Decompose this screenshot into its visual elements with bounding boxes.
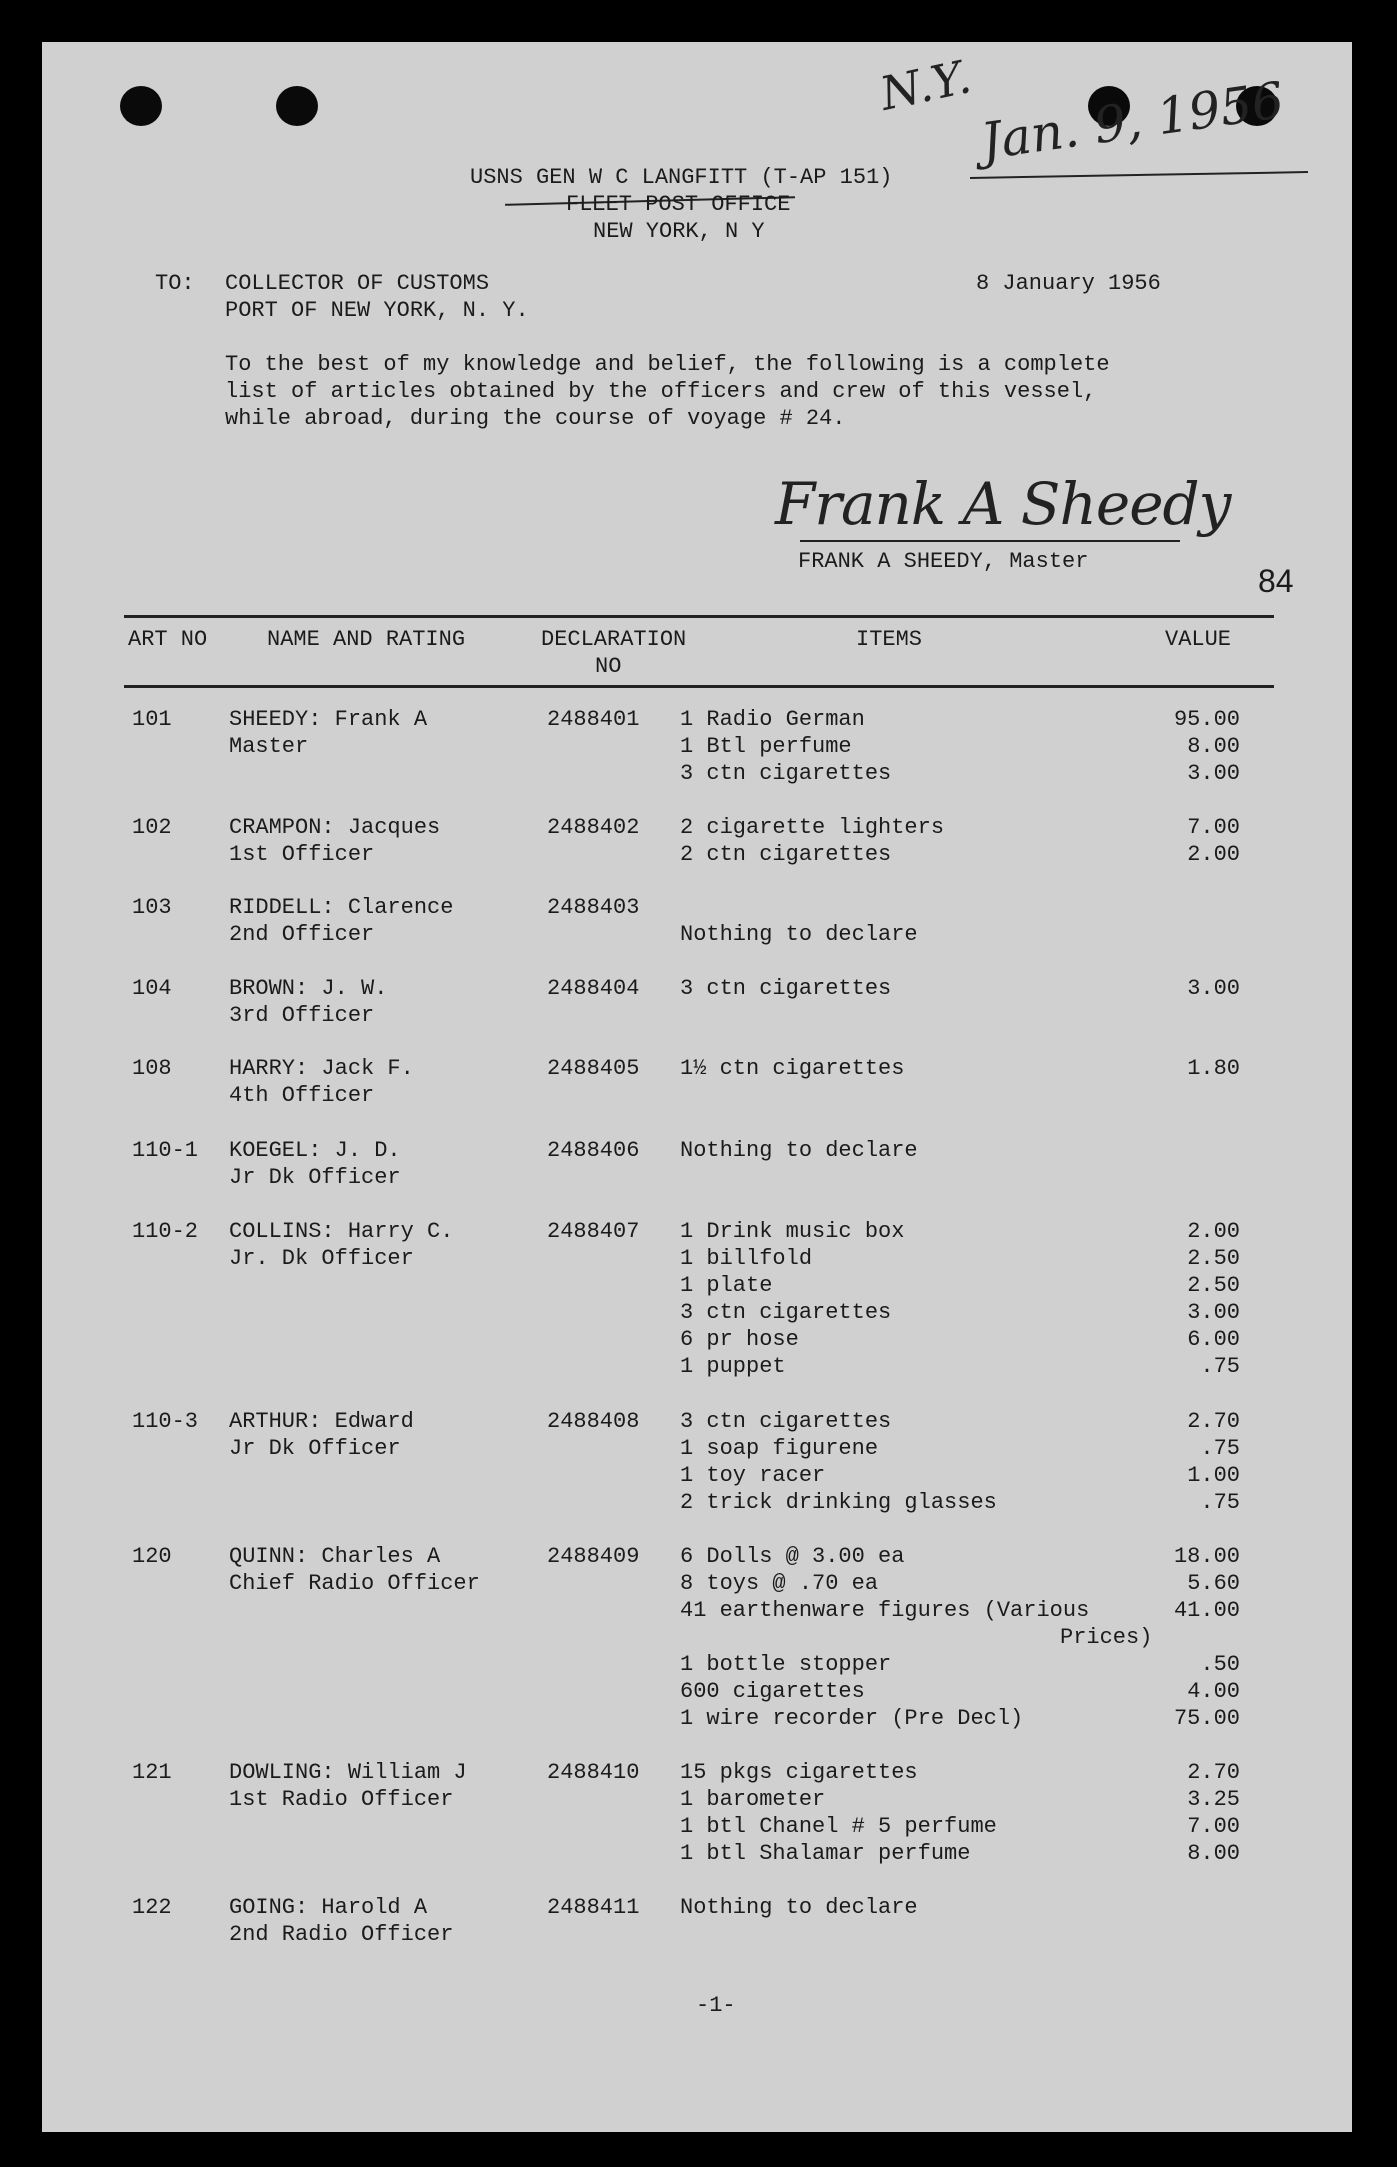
crew-rating: Master — [229, 734, 309, 759]
page-footer: -1- — [696, 1993, 736, 2018]
item-value: 7.00 — [1187, 1814, 1240, 1839]
declaration-no: 2488405 — [547, 1056, 640, 1081]
values-list — [1120, 1408, 1240, 1516]
page-number-stamp: 84 — [1258, 563, 1294, 599]
letter-date: 8 January 1956 — [976, 271, 1161, 296]
items-list — [680, 975, 1180, 1002]
values-list — [1120, 1218, 1240, 1380]
item-line: 1 plate — [680, 1273, 773, 1298]
item-line: 2 cigarette lighters — [680, 815, 945, 840]
items-list — [680, 814, 1180, 868]
item-value: 2.70 — [1187, 1409, 1240, 1434]
crew-rating: 4th Officer — [229, 1083, 375, 1108]
crew-rating: 2nd Officer — [229, 922, 375, 947]
item-value: .75 — [1200, 1490, 1240, 1515]
item-value: 75.00 — [1173, 1706, 1240, 1731]
values-list — [1120, 1759, 1240, 1867]
item-line: 1 toy racer — [680, 1463, 826, 1488]
declaration-no: 2488410 — [547, 1760, 640, 1785]
handwritten-date: Jan. 9, 1956 — [977, 71, 1288, 171]
item-value: 41.00 — [1173, 1598, 1240, 1623]
item-line: 1 wire recorder (Pre Decl) — [680, 1706, 1024, 1731]
item-line: 1 barometer — [680, 1787, 826, 1812]
item-value: 18.00 — [1173, 1544, 1240, 1569]
item-value: 3.00 — [1187, 761, 1240, 786]
item-value: .75 — [1200, 1436, 1240, 1461]
item-value: 8.00 — [1187, 1841, 1240, 1866]
item-line: 1 puppet — [680, 1354, 786, 1379]
values-list — [1120, 975, 1240, 1002]
values-list — [1120, 706, 1240, 787]
items-list — [680, 1894, 1180, 1921]
item-value: 3.00 — [1187, 1300, 1240, 1325]
letterhead-city: NEW YORK, N Y — [593, 219, 765, 244]
addressee-line-2: PORT OF NEW YORK, N. Y. — [225, 298, 529, 323]
values-list — [1120, 814, 1240, 868]
item-value: 5.60 — [1187, 1571, 1240, 1596]
header-items: ITEMS — [856, 627, 923, 652]
art-no: 110-1 — [132, 1138, 199, 1163]
item-line: 3 ctn cigarettes — [680, 1300, 892, 1325]
declaration-no: 2488409 — [547, 1544, 640, 1569]
item-value: 3.25 — [1187, 1787, 1240, 1812]
item-line: Prices) — [1060, 1625, 1153, 1650]
declaration-no: 2488403 — [547, 895, 640, 920]
header-declaration: DECLARATION — [541, 627, 687, 652]
item-line: 3 ctn cigarettes — [680, 761, 892, 786]
item-line: 1 Radio German — [680, 707, 865, 732]
crew-rating: 3rd Officer — [229, 1003, 375, 1028]
item-line: Nothing to declare — [680, 1138, 918, 1163]
item-value: 3.00 — [1187, 976, 1240, 1001]
item-value — [1120, 1624, 1240, 1651]
item-line: 600 cigarettes — [680, 1679, 865, 1704]
item-line: Nothing to declare — [680, 1895, 918, 1920]
declaration-no: 2488408 — [547, 1409, 640, 1434]
crew-name: RIDDELL: Clarence — [229, 895, 454, 920]
art-no: 108 — [132, 1056, 172, 1081]
crew-name: ARTHUR: Edward — [229, 1409, 414, 1434]
declaration-no: 2488404 — [547, 976, 640, 1001]
crew-rating: 1st Officer — [229, 842, 375, 867]
item-line — [680, 894, 1180, 921]
art-no: 120 — [132, 1544, 172, 1569]
items-list — [680, 1055, 1180, 1082]
item-value: 2.70 — [1187, 1760, 1240, 1785]
item-line: 2 trick drinking glasses — [680, 1490, 997, 1515]
art-no: 104 — [132, 976, 172, 1001]
art-no: 110-3 — [132, 1409, 199, 1434]
crew-name: SHEEDY: Frank A — [229, 707, 428, 732]
crew-rating: Jr. Dk Officer — [229, 1246, 414, 1271]
crew-name: GOING: Harold A — [229, 1895, 428, 1920]
declaration-no: 2488411 — [547, 1895, 640, 1920]
items-list — [680, 706, 1180, 787]
to-label: TO: — [155, 271, 195, 296]
item-value: 7.00 — [1187, 815, 1240, 840]
item-line: 6 pr hose — [680, 1327, 799, 1352]
art-no: 103 — [132, 895, 172, 920]
crew-rating: Jr Dk Officer — [229, 1436, 401, 1461]
item-value: 1.80 — [1187, 1056, 1240, 1081]
ship-name: USNS GEN W C LANGFITT (T-AP 151) — [470, 165, 893, 190]
crew-name: CRAMPON: Jacques — [229, 815, 441, 840]
item-line: 1 Btl perfume — [680, 734, 852, 759]
item-line: 1½ ctn cigarettes — [680, 1056, 905, 1081]
addressee-line-1: COLLECTOR OF CUSTOMS — [225, 271, 490, 296]
art-no: 102 — [132, 815, 172, 840]
declaration-no: 2488407 — [547, 1219, 640, 1244]
item-line: 1 btl Shalamar perfume — [680, 1841, 971, 1866]
declaration-no: 2488406 — [547, 1138, 640, 1163]
items-list — [680, 1137, 1180, 1164]
header-name-rating: NAME AND RATING — [267, 627, 466, 652]
art-no: 122 — [132, 1895, 172, 1920]
crew-rating: Jr Dk Officer — [229, 1165, 401, 1190]
item-line: 1 bottle stopper — [680, 1652, 892, 1677]
art-no: 101 — [132, 707, 172, 732]
items-list — [680, 1759, 1180, 1867]
item-value: 2.00 — [1187, 1219, 1240, 1244]
crew-name: BROWN: J. W. — [229, 976, 388, 1001]
item-line: 1 billfold — [680, 1246, 813, 1271]
punch-hole-left — [120, 86, 162, 126]
crew-name: QUINN: Charles A — [229, 1544, 441, 1569]
header-value: VALUE — [1165, 627, 1232, 652]
item-value: .75 — [1200, 1354, 1240, 1379]
values-list — [1120, 1055, 1240, 1082]
table-top-rule — [124, 615, 1274, 618]
crew-name: KOEGEL: J. D. — [229, 1138, 401, 1163]
punch-hole-left-2 — [276, 86, 318, 126]
fleet-post-office: FLEET POST OFFICE — [566, 192, 791, 217]
item-value: .50 — [1200, 1652, 1240, 1677]
item-line: 8 toys @ .70 ea — [680, 1571, 879, 1596]
body-line-2: list of articles obtained by the officers and crew of this vessel, — [225, 379, 1097, 404]
items-list — [680, 1543, 1180, 1732]
item-line: 1 Drink music box — [680, 1219, 905, 1244]
header-art-no: ART NO — [128, 627, 208, 652]
crew-rating: Chief Radio Officer — [229, 1571, 480, 1596]
item-value: 4.00 — [1187, 1679, 1240, 1704]
item-line: 3 ctn cigarettes — [680, 976, 892, 1001]
crew-name: COLLINS: Harry C. — [229, 1219, 454, 1244]
signature: Frank A Sheedy — [775, 470, 1231, 538]
item-value: 1.00 — [1187, 1463, 1240, 1488]
crew-name: HARRY: Jack F. — [229, 1056, 414, 1081]
item-line: Nothing to declare — [680, 922, 918, 947]
item-value: 95.00 — [1173, 707, 1240, 732]
items-list — [680, 1408, 1180, 1516]
crew-rating: 1st Radio Officer — [229, 1787, 454, 1812]
body-line-1: To the best of my knowledge and belief, the following is a complete — [225, 352, 1110, 377]
handwritten-place: N.Y. — [875, 49, 976, 121]
declaration-no: 2488402 — [547, 815, 640, 840]
crew-rating: 2nd Radio Officer — [229, 1922, 454, 1947]
declaration-no: 2488401 — [547, 707, 640, 732]
signatory-name: FRANK A SHEEDY, Master — [798, 549, 1089, 574]
header-declaration-no: NO — [595, 654, 622, 679]
body-line-3: while abroad, during the course of voyage # 24. — [225, 406, 846, 431]
item-value: 8.00 — [1187, 734, 1240, 759]
item-line: 15 pkgs cigarettes — [680, 1760, 918, 1785]
art-no: 121 — [132, 1760, 172, 1785]
item-value: 2.50 — [1187, 1273, 1240, 1298]
item-line: 1 soap figurene — [680, 1436, 879, 1461]
art-no: 110-2 — [132, 1219, 199, 1244]
item-line: 6 Dolls @ 3.00 ea — [680, 1544, 905, 1569]
item-value: 2.50 — [1187, 1246, 1240, 1271]
item-line: 1 btl Chanel # 5 perfume — [680, 1814, 997, 1839]
signature-line — [800, 540, 1180, 542]
item-line: 3 ctn cigarettes — [680, 1409, 892, 1434]
table-header-rule — [124, 685, 1274, 688]
item-line: 41 earthenware figures (Various — [680, 1598, 1090, 1623]
items-list — [680, 1218, 1180, 1380]
items-list — [680, 894, 1180, 948]
values-list — [1120, 1543, 1240, 1732]
item-value: 6.00 — [1187, 1327, 1240, 1352]
item-line: 2 ctn cigarettes — [680, 842, 892, 867]
item-value: 2.00 — [1187, 842, 1240, 867]
crew-name: DOWLING: William J — [229, 1760, 467, 1785]
